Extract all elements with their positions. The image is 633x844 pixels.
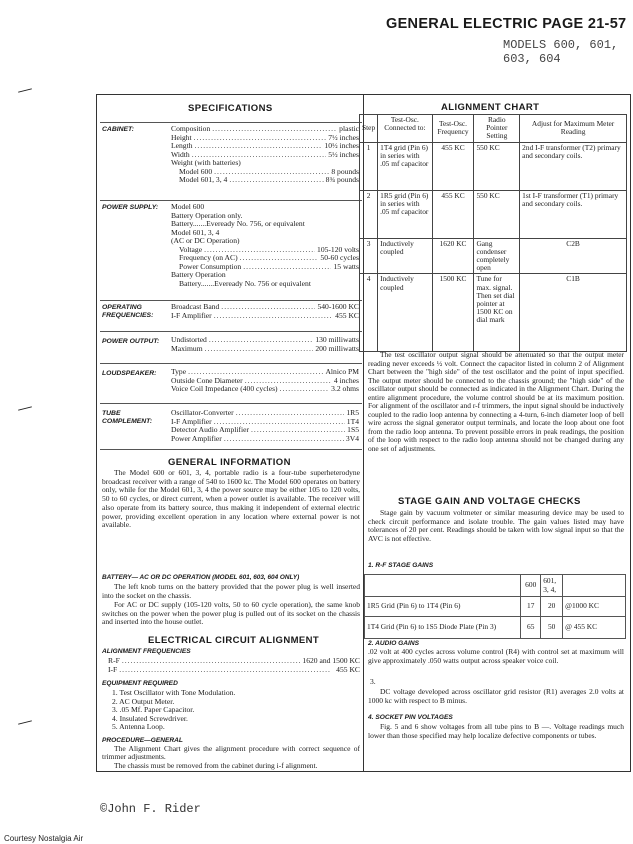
table-row — [365, 617, 626, 639]
table-row — [360, 238, 627, 274]
alignment-chart-title: ALIGNMENT CHART — [441, 102, 540, 113]
spec-lines — [171, 125, 359, 185]
spec-line: I-F Amplifier ..... 1T4 — [171, 418, 359, 427]
spec-lines — [171, 203, 359, 288]
spec-line: Width ..... 5½ inches — [171, 151, 359, 160]
item-3-number: 3. — [370, 677, 376, 686]
spec-line: Battery Operation — [171, 270, 226, 279]
spec-line: Model 600 ..... 8 pounds — [171, 168, 359, 177]
alignment-frequency-line: R-F ..... 1620 and 1500 KC — [108, 657, 360, 666]
spec-label: POWER SUPPLY: — [102, 204, 159, 211]
equipment-item: 4. Insulated Screwdriver. — [112, 713, 188, 723]
stage-gain-title: STAGE GAIN AND VOLTAGE CHECKS — [398, 496, 581, 507]
alignment-header-row — [360, 115, 627, 143]
table-row — [360, 274, 627, 352]
column-header: Step — [360, 115, 378, 143]
spec-label: LOUDSPEAKER: — [102, 370, 157, 377]
acdc-paragraph: For AC or DC supply (105-120 volts, 50 to 60 cycle operation), the same knob switches on the power when the power plug is pulled out of its socket on the chassis and inserted into the house outlet. — [102, 600, 360, 627]
spec-lines — [171, 368, 359, 394]
courtesy-text: Courtesy Nostalgia Air — [4, 834, 84, 843]
spec-line: Detector Audio Amplifier ..... 1S5 — [171, 426, 359, 435]
procedure-paragraph: The Alignment Chart gives the alignment procedure with correct sequence of trimmer adjustments. — [102, 744, 360, 762]
spec-line: Oscillator-Converter ..... 1R5 — [171, 409, 359, 418]
table-cell — [365, 575, 521, 597]
procedure-paragraph-2: The chassis must be removed from the cabinet during i-f alignment. — [114, 761, 318, 770]
models-label-line1: MODELS 600, 601, — [503, 38, 619, 52]
spec-line: Broadcast Band ..... 540-1600 KC — [171, 303, 359, 312]
spec-bottom-rule — [100, 449, 362, 450]
margin-mark — [18, 88, 32, 92]
table-cell: 1R5 grid (Pin 6) in series with .05 mf capacitor — [378, 190, 432, 238]
margin-mark — [18, 720, 32, 724]
table-cell — [563, 575, 626, 597]
battery-operation-heading: BATTERY— AC OR DC OPERATION (MODEL 601, 603, 604 ONLY) — [102, 574, 300, 581]
column-header: Test-Osc. Frequency — [432, 115, 474, 143]
spec-line: Model 601, 3, 4 ..... 8¾ pounds — [171, 176, 359, 185]
spec-line: Battery.......Eveready No. 756 or equivalent — [179, 278, 311, 288]
alignment-chart-table — [359, 114, 627, 352]
table-cell: 50 — [541, 617, 563, 639]
spec-lines — [171, 409, 359, 443]
socket-pin-voltages-heading: 4. SOCKET PIN VOLTAGES — [368, 714, 453, 721]
table-cell: 1T4 Grid (Pin 6) to 1S5 Diode Plate (Pin 3) — [365, 617, 521, 639]
table-cell: Gang condenser completely open — [474, 238, 520, 274]
spec-line: Type ..... Alnico PM — [171, 368, 359, 377]
column-header: Test-Osc. Connected to: — [378, 115, 432, 143]
spec-line: Power Amplifier ..... 3V4 — [171, 435, 359, 444]
table-cell: 3 — [360, 238, 378, 274]
table-cell: 65 — [521, 617, 541, 639]
table-cell: @1000 KC — [563, 597, 626, 617]
table-cell: 2 — [360, 190, 378, 238]
procedure-general-heading: PROCEDURE—GENERAL — [102, 737, 183, 744]
spec-line: Height ..... 7½ inches — [171, 134, 359, 143]
spec-line: Voltage ..... 105-120 volts — [171, 246, 359, 255]
table-row — [360, 190, 627, 238]
table-cell: @ 455 KC — [563, 617, 626, 639]
spec-label: POWER OUTPUT: — [102, 338, 160, 345]
models-label-line2: 603, 604 — [503, 52, 561, 66]
table-row — [365, 597, 626, 617]
table-cell: 601, 3, 4, — [541, 575, 563, 597]
spec-line: I-F Amplifier ..... 455 KC — [171, 312, 359, 321]
equipment-item: 3. .05 Mf. Paper Capacitor. — [112, 705, 195, 715]
table-cell: 1 — [360, 142, 378, 190]
table-cell: 1620 KC — [432, 238, 474, 274]
alignment-frequency-line: I-F ..... 455 KC — [108, 666, 360, 675]
margin-mark — [18, 406, 32, 410]
table-cell: C1B — [520, 274, 627, 352]
table-cell: 550 KC — [474, 142, 520, 190]
spec-section-loudspeaker — [100, 363, 362, 404]
alignment-frequencies-heading: ALIGNMENT FREQUENCIES — [102, 648, 191, 655]
table-cell: 4 — [360, 274, 378, 352]
rf-stage-gains-table — [364, 574, 626, 639]
spec-lines — [171, 303, 359, 320]
spec-label: OPERATING FREQUENCIES: — [102, 304, 154, 319]
audio-gains-heading: 2. AUDIO GAINS — [368, 640, 420, 647]
table-cell: 550 KC — [474, 190, 520, 238]
table-row — [360, 142, 627, 190]
spec-line: Length ..... 10½ inches — [171, 142, 359, 151]
table-cell: 1R5 Grid (Pin 6) to 1T4 (Pin 6) — [365, 597, 521, 617]
table-cell: 600 — [521, 575, 541, 597]
general-information-paragraph: The Model 600 or 601, 3, 4, portable radio is a four-tube superheterodyne broadcast receiver with a range of 540 to 1600 kc. The Model 600 operates on battery only, while for the Model 601, 3, 4 the power source may be either 105 to 120 volts, 50 to 60 cycles, or direct current, when a power outlet is available. The receiver will also operate from its battery source, thus making it independent of external electric power, providing excellent operation in any location where external power is not available. — [102, 468, 360, 530]
spec-line: Battery Operation only. — [171, 210, 243, 220]
page-header-title: GENERAL ELECTRIC PAGE 21-57 — [386, 16, 627, 32]
spec-line: Battery.......Eveready No. 756, or equivalent — [171, 219, 305, 228]
spec-section-power-output — [100, 331, 362, 362]
alignment-frequencies — [108, 657, 360, 674]
spec-lines — [171, 336, 359, 353]
spec-section-operating-frequencies — [100, 300, 362, 327]
spec-line: Weight (with batteries) — [171, 158, 241, 167]
table-cell: Inductively coupled — [378, 274, 432, 352]
socket-pin-paragraph: Fig. 5 and 6 show voltages from all tube pins to B —. Voltage readings much lower than those specified may help localize defective components or tubes. — [368, 722, 624, 740]
table-cell: Inductively coupled — [378, 238, 432, 274]
spec-line: (AC or DC Operation) — [171, 236, 240, 245]
column-header: Radio Pointer Setting — [474, 115, 520, 143]
spec-line: Undistorted ..... 130 milliwatts — [171, 336, 359, 345]
general-information-title: GENERAL INFORMATION — [168, 457, 291, 468]
table-row — [365, 575, 626, 597]
table-cell: 1T4 grid (Pin 6) in series with .05 mf capacitor — [378, 142, 432, 190]
table-cell: C2B — [520, 238, 627, 274]
table-cell: 2nd I-F transformer (T2) primary and secondary coils. — [520, 142, 627, 190]
column-header: Adjust for Maximum Meter Reading — [520, 115, 627, 143]
audio-gains-paragraph: .02 volt at 400 cycles across volume control (R4) with control set at maximum will give approximately .050 watts output across speaker voice coil. — [368, 647, 624, 665]
table-cell: 20 — [541, 597, 563, 617]
spec-section-tube-complement — [100, 403, 362, 450]
spec-line: Voice Coil Impedance (400 cycles) ..... 3.2 ohms — [171, 385, 359, 394]
table-cell: Tune for max. signal. Then set dial pointer at 1500 KC on dial mark — [474, 274, 520, 352]
copyright-text: ©John F. Rider — [100, 802, 201, 816]
spec-line: Model 601, 3, 4 — [171, 227, 220, 237]
specifications-title: SPECIFICATIONS — [188, 103, 273, 114]
spec-line: Power Consumption ..... 15 watts — [171, 263, 359, 272]
equipment-item: 1. Test Oscillator with Tone Modulation. — [112, 688, 236, 697]
spec-line: Outside Cone Diameter ..... 4 inches — [171, 377, 359, 386]
stage-gain-intro: Stage gain by vacuum voltmeter or similar measuring device may be used to check circuit performance and isolate trouble. The gain values listed may have tolerances of 20 per cent. Readings should be taken with low signal input so that the AVC is not effective. — [368, 508, 624, 544]
table-cell: 17 — [521, 597, 541, 617]
spec-section-cabinet — [100, 122, 362, 196]
equipment-required-heading: EQUIPMENT REQUIRED — [102, 680, 178, 687]
battery-paragraph: The left knob turns on the battery provided that the power plug is well inserted into the socket on the chassis. — [102, 582, 360, 600]
oscillator-grid-paragraph: DC voltage developed across oscillator grid resistor (R1) averages 2.0 volts at 1000 kc with respect to B minus. — [368, 687, 624, 705]
table-cell: 1500 KC — [432, 274, 474, 352]
spec-label: TUBE COMPLEMENT: — [102, 410, 153, 425]
equipment-item: 5. Antenna Loop. — [112, 722, 165, 732]
table-cell: 455 KC — [432, 190, 474, 238]
equipment-list — [112, 689, 352, 732]
spec-line: Composition ..... plastic — [171, 125, 359, 134]
electrical-alignment-title: ELECTRICAL CIRCUIT ALIGNMENT — [148, 635, 320, 646]
spec-label: CABINET: — [102, 126, 134, 133]
spec-line: Frequency (on AC) ..... 50-60 cycles — [171, 254, 359, 263]
rf-stage-gains-heading: 1. R-F STAGE GAINS — [368, 562, 434, 569]
spec-section-power-supply — [100, 200, 362, 299]
spec-line: Maximum ..... 200 milliwatts — [171, 345, 359, 354]
table-cell: 455 KC — [432, 142, 474, 190]
equipment-item: 2. AC Output Meter. — [112, 696, 175, 706]
table-cell: 1st I-F transformer (T1) primary and secondary coils. — [520, 190, 627, 238]
spec-line: Model 600 — [171, 202, 205, 211]
alignment-note-paragraph: The test oscillator output signal should be attenuated so that the output meter reading never exceeds ½ volt. Connect the capacitor listed in column 2 of Alignment Chart between the "high side" of the test oscillator and the point of input specified. The output meter should be connected to the chassis ground; the "high side" of the oscillator output should be connected as indicated in the Alignment Chart. During the entire alignment procedure, the volume control should be at its maximum position. For alignment of the oscillator and r-f trimmers, the input signal should be inductively coupled to the radio loop antenna by connecting a 4-turn, 6-inch diameter loop of bell wire across the signal generator output terminals, and locate the loop about one foot from the radio loop antenna. To prevent possible errors in peak readings, the position of the loop with respect to the radio loop antenna should not be changed during any one set of adjustments. — [368, 350, 624, 454]
